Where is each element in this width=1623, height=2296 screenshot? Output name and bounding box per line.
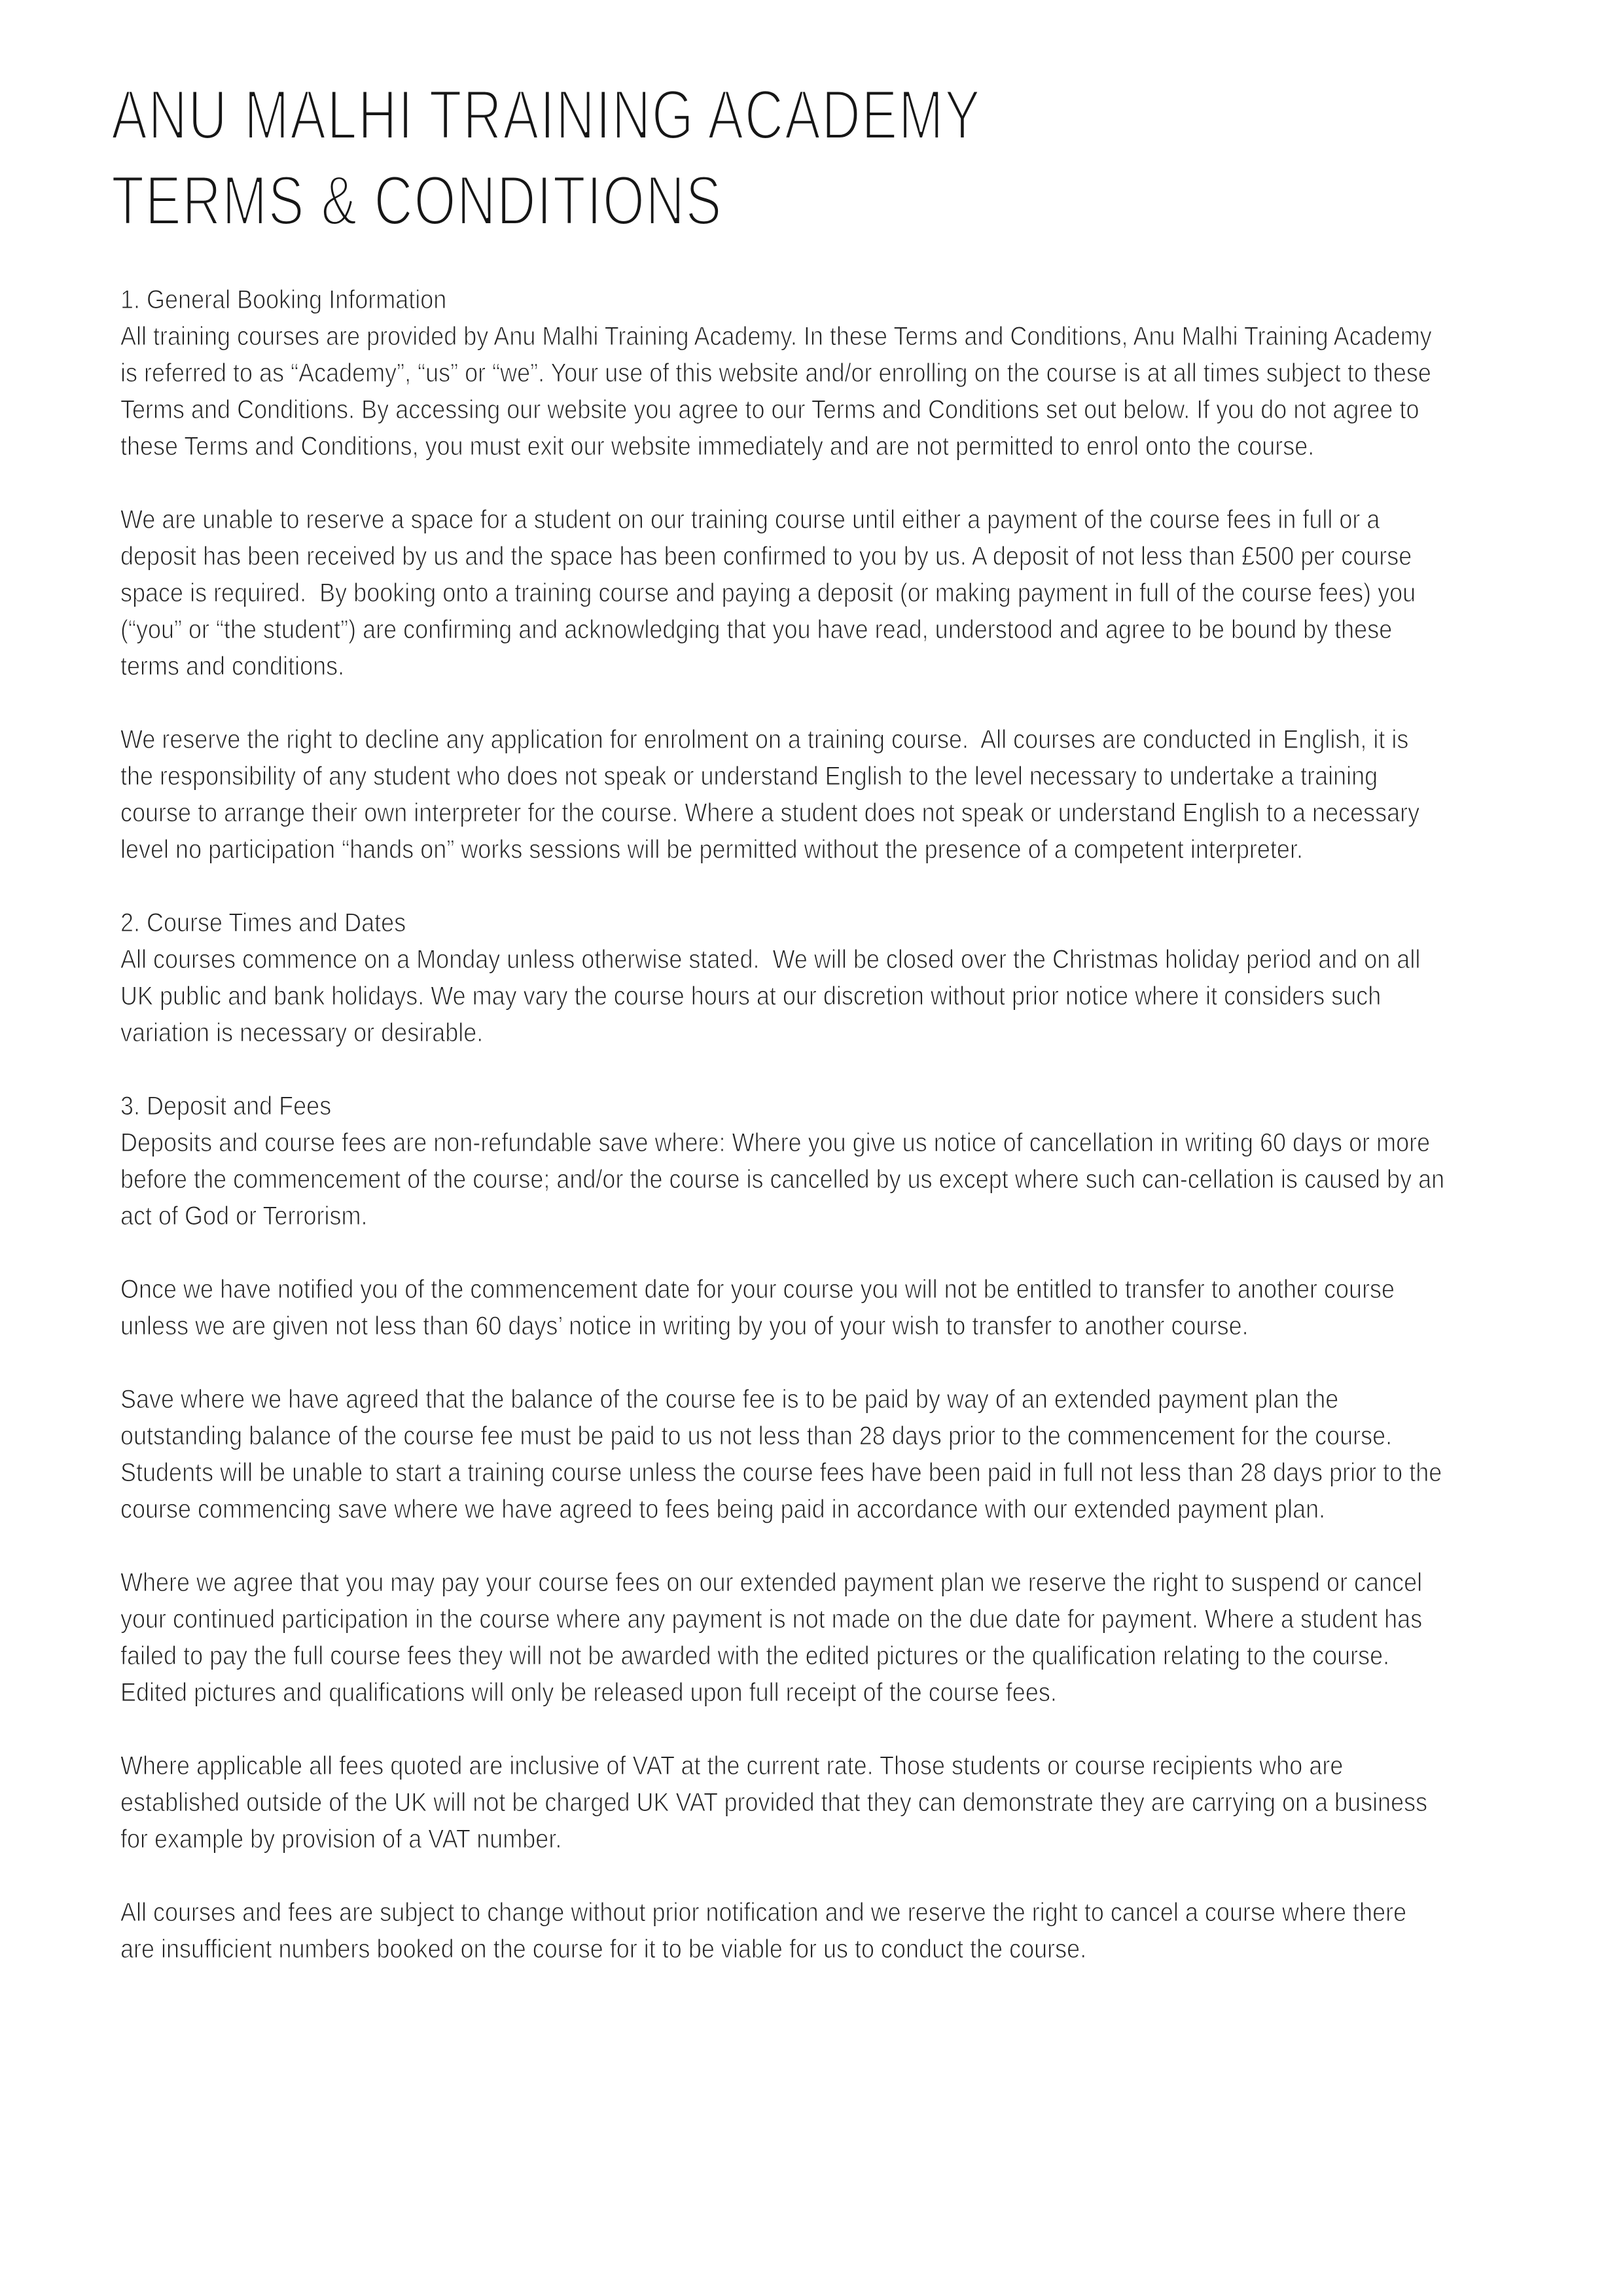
- section-heading: 2. Course Times and Dates: [120, 908, 406, 937]
- title-line-2: TERMS & CONDITIONS: [111, 161, 723, 240]
- paragraph: Once we have notified you of the commencement date for your course you will not be entitled to transfer to another course unless we are given not less than 60 days’ notice in writing by you of your wish to transfer to another course.: [120, 1275, 1402, 1340]
- paragraph: All courses and fees are subject to change without prior notification and we reserve the right to cancel a course where there are insufficient numbers booked on the course for it to be viable for us to conduct the course.: [120, 1898, 1414, 1964]
- page-title: [111, 72, 1275, 243]
- paragraph: Save where we have agreed that the balance of the course fee is to be paid by way of an extended payment plan the outstanding balance of the course fee must be paid to us not less than 28 days prior to the commencement for the course. Students will be unable to start a training course unless the course fees have been paid in full not less than 28 days prior to the course commencing save where we have agreed to fees being paid in accordance with our extended payment plan.: [120, 1385, 1449, 1524]
- title-line-1: ANU MALHI TRAINING ACADEMY: [111, 75, 982, 154]
- section-course-times-and-dates: [120, 905, 1445, 1051]
- paragraph: All courses commence on a Monday unless otherwise stated. We will be closed over the Christmas holiday period and on all UK public and bank holidays. We may vary the course hours at our discretion without prior notice where it considers such variation is necessary or desirable.: [120, 945, 1427, 1047]
- section-heading: 1. General Booking Information: [120, 285, 447, 314]
- paragraph: Where applicable all fees quoted are inclusive of VAT at the current rate. Those students or course recipients who are established outside of the UK will not be charged UK VAT provided that they can demonstrate they are carrying on a business for example by provision of a VAT number.: [120, 1751, 1435, 1854]
- terms-content: [120, 281, 1452, 1967]
- paragraph: Deposits and course fees are non-refundable save where: Where you give us notice of cancellation in writing 60 days or more before the commencement of the course; and/or the course is cancelled by us except where such can-cellation is caused by an act of God or Terrorism.: [120, 1128, 1452, 1230]
- paragraph: All training courses are provided by Anu Malhi Training Academy. In these Terms and Conditions, Anu Malhi Training Academy is referred to as “Academy”, “us” or “we”. Your use of this website and/or enrolling on the course is at all times subject to these Terms and Conditions. By accessing our website you agree to our Terms and Conditions set out below. If you do not agree to these Terms and Conditions, you must exit our website immediately and are not permitted to enrol onto the course.: [120, 322, 1438, 461]
- paragraph: We are unable to reserve a space for a student on our training course until either a payment of the course fees in full or a deposit has been received by us and the space has been confirmed to you by us. A deposit of not less than £500 per course space is required. By booking onto a training course and paying a deposit (or making payment in full of the course fees) you (“you” or “the student”) are confirming and acknowledging that you have read, understood and agree to be bound by these terms and conditions.: [120, 505, 1423, 681]
- section-heading: 3. Deposit and Fees: [120, 1092, 332, 1121]
- paragraph: We reserve the right to decline any application for enrolment on a training course. All courses are conducted in English, it is the responsibility of any student who does not speak or understand English to the level necessary to undertake a training course to arrange their own interpreter for the course. Where a student does not speak or understand English to a necessary level no participation “hands on” works sessions will be permitted without the presence of a competent interpreter.: [120, 725, 1427, 864]
- section-deposit-and-fees: [120, 1088, 1452, 1967]
- section-general-booking-information: [120, 281, 1445, 868]
- paragraph: Where we agree that you may pay your course fees on our extended payment plan we reserve the right to suspend or cancel your continued participation in the course where any payment is not made on the due date for payment. Where a student has failed to pay the full course fees they will not be awarded with the edited pictures or the qualification relating to the course. Edited pictures and qualifications will only be released upon full receipt of the course fees.: [120, 1568, 1429, 1707]
